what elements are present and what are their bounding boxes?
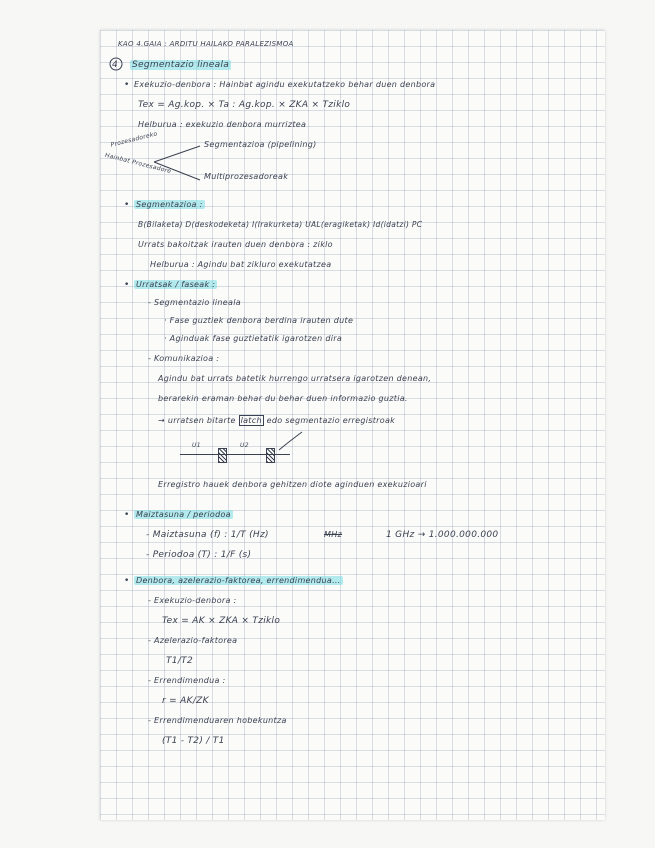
page-header: KAO 4.GAIA : ARDITU HAILAKO PARALEZISMOA bbox=[118, 40, 294, 48]
latch-register-2 bbox=[266, 448, 275, 463]
branch-lower-label: Hainbat Prozesadore bbox=[104, 151, 172, 176]
azelerazio: - Azelerazio-faktorea bbox=[148, 636, 238, 645]
exec-time-line: Exekuzio-denbora : Hainbat agindu exekutatzeko behar duen denbora bbox=[134, 80, 436, 89]
u-label-1: U1 bbox=[192, 442, 201, 449]
bullet: • bbox=[124, 280, 130, 290]
branch-upper-label: Prozesadoreko bbox=[109, 130, 159, 149]
periodoa-line: - Periodoa (T) : 1/F (s) bbox=[146, 550, 252, 560]
exek-denbora: - Exekuzio-denbora : bbox=[148, 596, 237, 605]
urratsak-title: Urratsak / faseak : bbox=[136, 280, 216, 289]
kom-line-2: berarekin eraman behar du behar duen informazio guztia. bbox=[158, 394, 408, 403]
bullet: • bbox=[124, 510, 130, 520]
kom-line-1: Agindu bat urrats batetik hurrengo urratsera igarotzen denean, bbox=[158, 374, 432, 383]
komunikazioa: - Komunikazioa : bbox=[148, 354, 220, 363]
bullet: • bbox=[124, 200, 130, 210]
mhz-note: MHz bbox=[324, 530, 343, 539]
arrow-text-pre: → urratsen bitarte bbox=[158, 416, 236, 425]
t-ratio: (T1 - T2) / T1 bbox=[162, 736, 225, 746]
helburua-1: Helburua : exekuzio denbora murriztea bbox=[138, 120, 307, 129]
stages-line: B(Bilaketa) D(deskodeketa) I(Irakurketa) UAL(eragiketak) Id(idatzi) PC bbox=[138, 220, 423, 229]
section-number-circle bbox=[108, 56, 124, 72]
section-number: 4 bbox=[112, 60, 119, 70]
urrats-line: Urrats bakoitzak irauten duen denbora : ziklo bbox=[138, 240, 333, 249]
maiztasuna-title: Maiztasuna / periodoa bbox=[136, 510, 231, 519]
r-line: r = AK/ZK bbox=[162, 696, 209, 706]
ghz-line: 1 GHz → 1.000.000.000 bbox=[386, 530, 499, 540]
segmentazioa-title: Segmentazioa : bbox=[136, 200, 203, 209]
branch-upper-text: Segmentazioa (pipelining) bbox=[204, 140, 317, 149]
branch-arrows bbox=[152, 140, 202, 186]
arrow-text-post: edo segmentazio erregistroak bbox=[266, 416, 396, 425]
tex-line-2: Tex = AK × ZKA × Tziklo bbox=[162, 616, 281, 626]
bullet: • bbox=[124, 80, 130, 90]
branch-lower-text: Multiprozesadoreak bbox=[204, 172, 289, 181]
denbora-title: Denbora, azelerazio-faktorea, errendimendua... bbox=[136, 576, 341, 585]
latch-pointer-arrow bbox=[276, 430, 306, 454]
errend-hob: - Errendimenduaren hobekuntza bbox=[148, 716, 287, 725]
u-label-2: U2 bbox=[240, 442, 249, 449]
latch-register-1 bbox=[218, 448, 227, 463]
notebook-page bbox=[100, 30, 605, 820]
section-title: Segmentazio lineala bbox=[132, 60, 230, 70]
erregistro-line: Erregistro hauek denbora gehitzen diote aginduen exekuzioari bbox=[158, 480, 427, 489]
maiztasuna-line: - Maiztasuna (f) : 1/T (Hz) bbox=[146, 530, 269, 540]
formula-tex: Tex = Ag.kop. × Ta : Ag.kop. × ZKA × Tziklo bbox=[138, 100, 351, 110]
t1t2: T1/T2 bbox=[166, 656, 193, 666]
latch-word: latch bbox=[240, 416, 262, 425]
errendimendua: - Errendimendua : bbox=[148, 676, 226, 685]
agindu-line: · Aginduak fase guztietatik igarotzen dira bbox=[164, 334, 343, 343]
bullet: • bbox=[124, 576, 130, 586]
fase-line: · Fase guztiek denbora berdina irauten dute bbox=[164, 316, 354, 325]
helburua-2: Helburua : Agindu bat zikluro exekutatzea bbox=[150, 260, 332, 269]
seg-lineala: - Segmentazio lineala bbox=[148, 298, 241, 307]
